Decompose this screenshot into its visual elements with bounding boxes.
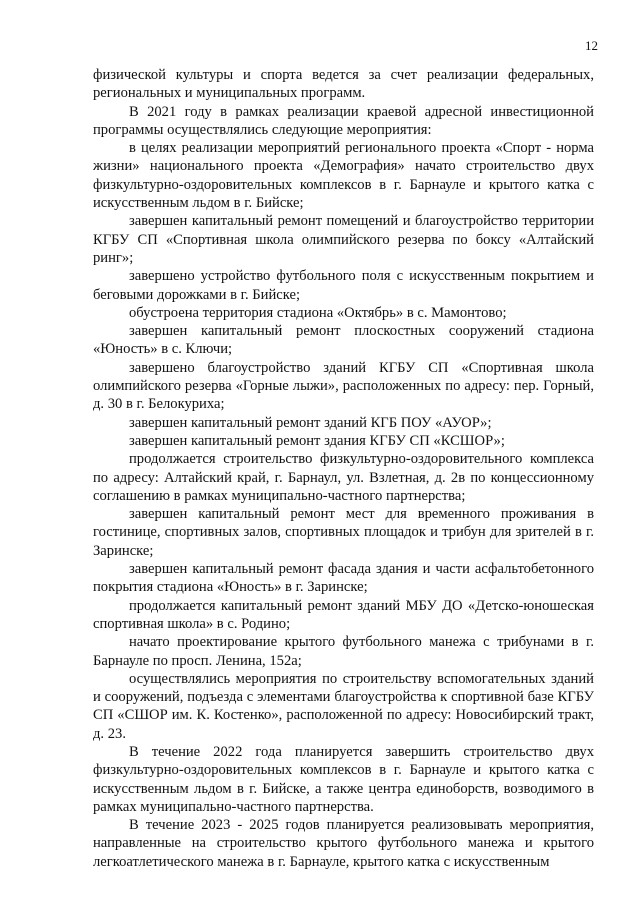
list-item-zarinsk-hotel-repair: завершен капитальный ремонт мест для временного проживания в гостинице, спортивных залов, спортивных площадок и трибун для зрителей в г. Заринске; bbox=[93, 506, 594, 559]
list-item-ski-school-belokurikha: завершено благоустройство зданий КГБУ СП «Спортивная школа олимпийского резерва «Горные лыжи», расположенных по адресу: пер. Горный, д. 30 в г. Белокуриха; bbox=[93, 359, 594, 413]
list-item-boxing-school-repair: завершен капитальный ремонт помещений и благоустройство территории КГБУ СП «Спортивная школа олимпийского резерва по боксу «Алтайский ринг»; bbox=[93, 213, 594, 266]
paragraph-2021-intro: В 2021 году в рамках реализации краевой адресной инвестиционной программы осуществлялись следующие мероприятия: bbox=[93, 103, 594, 138]
list-item-football-arena-design: начато проектирование крытого футбольного манежа с трибунами в г. Барнауле по просп. Ленина, 152а; bbox=[93, 634, 594, 669]
list-item-vzletnaya-complex: продолжается строительство физкультурно-оздоровительного комплекса по адресу: Алтайский край, г. Барнаул, ул. Взлетная, д. 2в по концессионному соглашению в рамках муниципально-частного партнерства; bbox=[93, 451, 594, 504]
paragraph-2022-plans: В течение 2022 года планируется завершить строительство двух физкультурно-оздоровительных комплексов в г. Барнауле и крытого катка с искусственным льдом в г. Бийске, а также центра единоборств, возводимого в рамках муниципально-частного партнерства. bbox=[93, 743, 594, 815]
paragraph-2023-2025-plans: В течение 2023 - 2025 годов планируется реализовывать мероприятия, направленные на строительство крытого футбольного манежа и крытого легкоатлетического манежа в г. Барнауле, крытого катка с искусственным bbox=[93, 817, 594, 870]
page-number: 12 bbox=[585, 38, 598, 53]
list-item-rodino-school: продолжается капитальный ремонт зданий МБУ ДО «Детско-юношеская спортивная школа» в с. Родино; bbox=[93, 597, 594, 632]
paragraph-funding-continuation: физической культуры и спорта ведется за счет реализации федеральных, региональных и муниципальных программ. bbox=[93, 67, 594, 102]
list-item-oktyabr-stadium: обустроена территория стадиона «Октябрь» в с. Мамонтово; bbox=[129, 304, 507, 321]
list-item-football-field-biysk: завершено устройство футбольного поля с искусственным покрытием и беговыми дорожками в г. Бийске; bbox=[93, 268, 594, 303]
list-item-auor-repair: завершен капитальный ремонт зданий КГБ ПОУ «АУОР»; bbox=[129, 414, 492, 431]
list-item-kshor-repair: завершен капитальный ремонт здания КГБУ СП «КСШОР»; bbox=[129, 432, 505, 449]
document-body bbox=[93, 66, 594, 871]
list-item-zarinsk-facade: завершен капитальный ремонт фасада здания и части асфальтобетонного покрытия стадиона «Юность» в г. Заринске; bbox=[93, 561, 594, 596]
list-item-kostenko-base: осуществлялись мероприятия по строительству вспомогательных зданий и сооружений, подъезда с элементами благоустройства к спортивной базе КГБУ СП «СШОР им. К. Костенко», расположенной по адресу: Новосибирский тракт, д. 23. bbox=[93, 670, 594, 742]
list-item-sport-norm-project: в целях реализации мероприятий регионального проекта «Спорт - норма жизни» национального проекта «Демография» начато строительство двух физкультурно-оздоровительных комплексов в г. Барнауле и крытого катка с искусственным льдом в г. Бийске; bbox=[93, 140, 594, 212]
list-item-yunost-stadium-klyuchi: завершен капитальный ремонт плоскостных сооружений стадиона «Юность» в с. Ключи; bbox=[93, 323, 594, 358]
